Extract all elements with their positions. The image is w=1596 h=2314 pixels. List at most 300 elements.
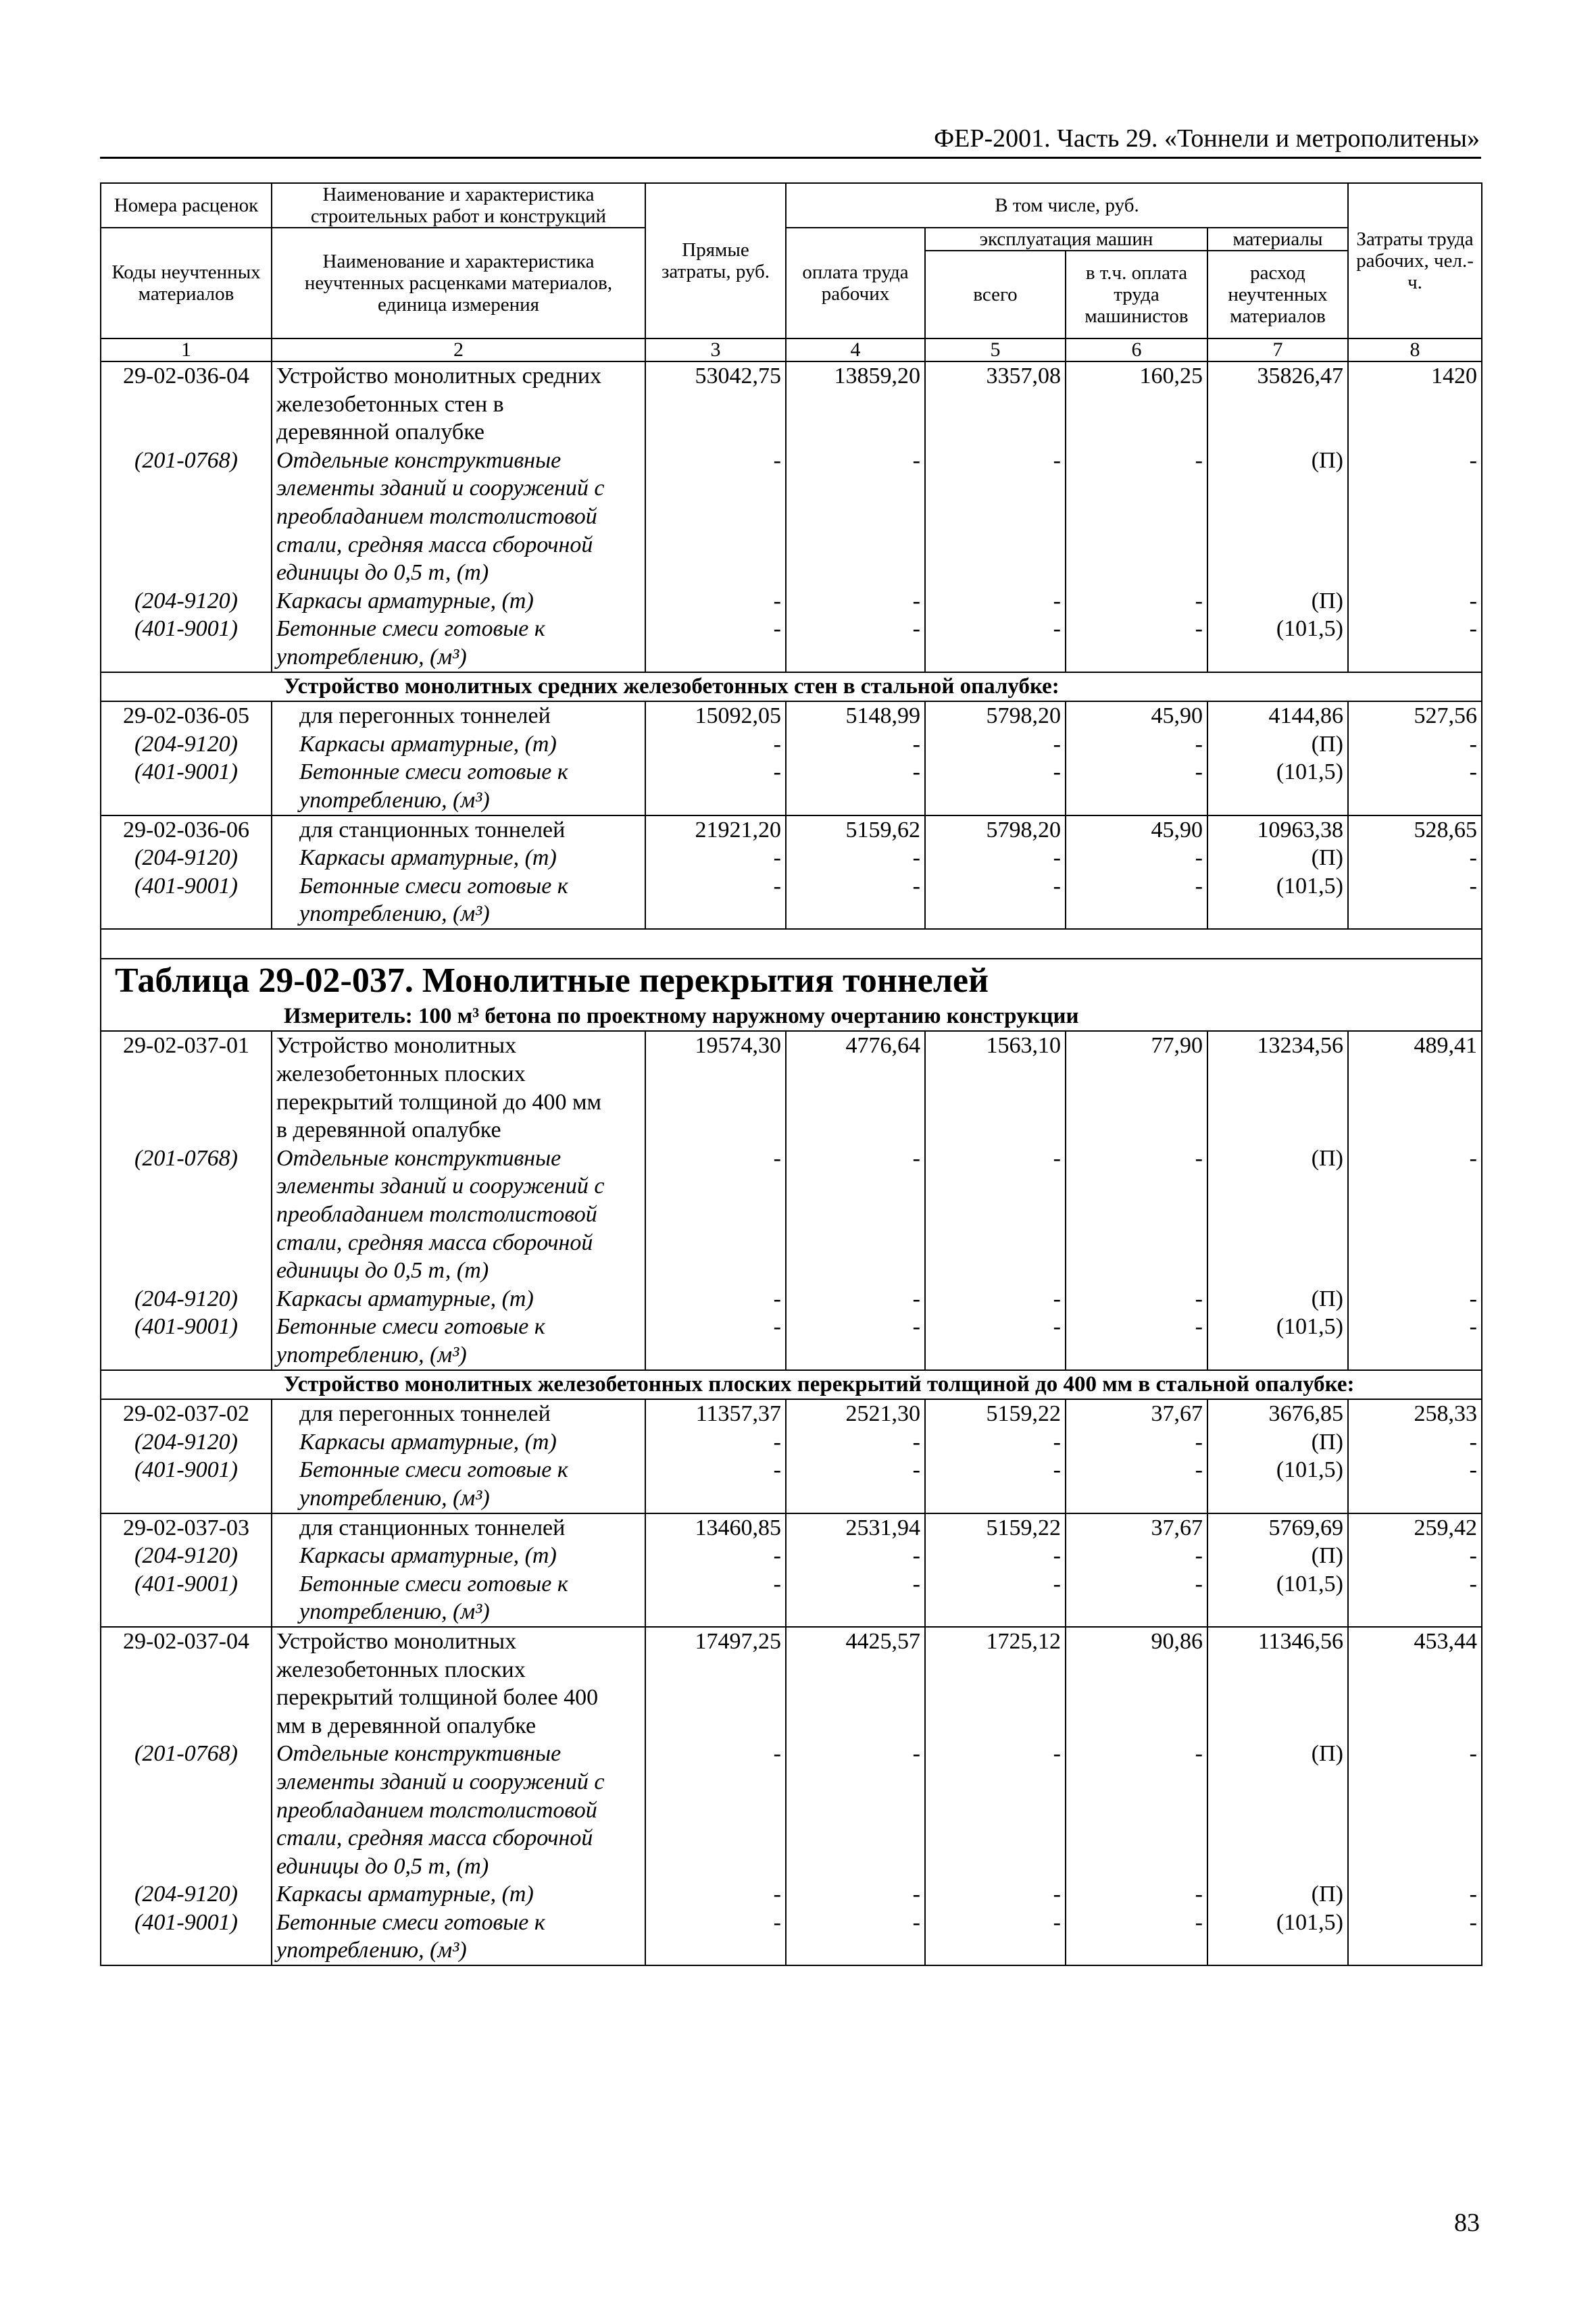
value (930, 1824, 1061, 1853)
page-number: 83 (1454, 2209, 1480, 2237)
value: - (912, 447, 920, 473)
value: 11346,56 (1257, 1628, 1343, 1654)
value: - (912, 1741, 920, 1767)
section-title: Устройство монолитных средних железобетонных стен в стальной опалубке: (101, 672, 1482, 702)
value (1070, 1656, 1203, 1684)
value: (П) (1311, 1429, 1343, 1455)
value: 5798,20 (986, 817, 1061, 842)
value: - (1195, 588, 1203, 613)
value (1212, 1853, 1343, 1881)
direct-cost-cell (645, 1031, 786, 1369)
th-consumption: расход неучтенных материалов (1207, 251, 1348, 338)
value: 1725,12 (986, 1628, 1061, 1654)
value (1070, 1201, 1203, 1229)
rate-code: (204-9120) (134, 1543, 238, 1569)
th-materials: материалы (1207, 228, 1348, 251)
rate-name-line: Устройство монолитных средних (276, 363, 602, 388)
rate-codes-cell (101, 1031, 272, 1369)
rate-code: 29-02-036-06 (123, 817, 249, 842)
rate-name-line: употреблению, (м³) (276, 644, 467, 670)
value: - (1469, 759, 1477, 785)
value: 4144,86 (1268, 703, 1343, 729)
value: 37,67 (1151, 1515, 1203, 1540)
value (1212, 418, 1343, 447)
value: - (1053, 1145, 1061, 1171)
rate-code (105, 1257, 267, 1285)
value: - (1195, 1286, 1203, 1311)
rate-code (105, 1853, 267, 1881)
value: 5798,20 (986, 703, 1061, 729)
machines-total-cell (925, 701, 1066, 815)
rate-row (101, 1031, 1482, 1369)
rate-code: (401-9001) (134, 1457, 238, 1483)
value (650, 1201, 781, 1229)
rate-code: (201-0768) (134, 447, 238, 473)
rate-name-line: перекрытий толщиной более 400 (276, 1685, 599, 1711)
rate-name-line: в деревянной опалубке (276, 1117, 501, 1143)
rate-code (105, 474, 267, 503)
rate-row (101, 361, 1482, 672)
value: 4776,64 (845, 1033, 920, 1059)
value: 160,25 (1139, 363, 1203, 388)
value (1070, 418, 1203, 447)
value (650, 474, 781, 503)
labor-cell (1348, 701, 1482, 815)
value: (101,5) (1276, 616, 1343, 642)
value (1353, 1172, 1477, 1201)
value (1212, 559, 1343, 587)
rate-row (101, 1627, 1482, 1965)
value: 13460,85 (695, 1515, 781, 1540)
rate-name-line: элементы зданий и сооружений с (276, 1769, 605, 1794)
value (930, 1088, 1061, 1117)
value: 2521,30 (845, 1401, 920, 1427)
value (791, 531, 920, 559)
rows-group-a (101, 361, 1482, 672)
value (1070, 1712, 1203, 1740)
value: 35826,47 (1257, 363, 1343, 388)
value (930, 1201, 1061, 1229)
value: 258,33 (1414, 1401, 1477, 1427)
th-operators: в т.ч. оплата труда машинистов (1066, 251, 1207, 338)
rate-code (105, 503, 267, 531)
value (1353, 503, 1477, 531)
direct-cost-cell (645, 1513, 786, 1627)
rate-code (105, 1229, 267, 1257)
rate-name-line: железобетонных плоских (276, 1061, 526, 1087)
rate-code (105, 643, 267, 672)
value: (П) (1311, 1543, 1343, 1569)
wage-cell (786, 815, 925, 929)
rate-code: (401-9001) (134, 873, 238, 899)
value (1212, 1060, 1343, 1088)
machines-total-cell (925, 1399, 1066, 1513)
value: 1420 (1431, 363, 1477, 388)
col-number: 3 (645, 338, 786, 361)
value (791, 418, 920, 447)
value (1070, 1060, 1203, 1088)
value (1353, 531, 1477, 559)
rate-name-line: элементы зданий и сооружений с (276, 1174, 605, 1199)
rate-code (105, 1201, 267, 1229)
rate-code (105, 1684, 267, 1712)
value: (П) (1311, 845, 1343, 871)
rate-name-line: стали, средняя масса сборочной (276, 1826, 593, 1851)
value (1353, 1257, 1477, 1285)
rate-names-cell (272, 1627, 645, 1965)
value: 5769,69 (1268, 1515, 1343, 1540)
value (1212, 1796, 1343, 1825)
value (930, 1229, 1061, 1257)
value: - (1469, 1909, 1477, 1935)
th-labor: Затраты труда рабочих, чел.-ч. (1348, 183, 1482, 338)
value (1353, 1201, 1477, 1229)
value: - (773, 845, 781, 871)
rate-name-line: Каркасы арматурные, (т) (276, 1286, 534, 1311)
value (1212, 1656, 1343, 1684)
value (930, 1172, 1061, 1201)
value: 453,44 (1414, 1628, 1477, 1654)
value (1070, 503, 1203, 531)
value (1070, 474, 1203, 503)
value (791, 503, 920, 531)
table-head (101, 183, 1482, 361)
machines-operators-cell (1066, 815, 1207, 929)
rate-name-line: Бетонные смеси готовые к (299, 759, 568, 785)
value: 259,42 (1414, 1515, 1477, 1540)
value: 11357,37 (695, 1401, 781, 1427)
value: - (1053, 1286, 1061, 1311)
rate-names-cell (272, 1399, 645, 1513)
value: - (1053, 1909, 1061, 1935)
value (930, 1796, 1061, 1825)
rate-code: (204-9120) (134, 1286, 238, 1311)
value: 90,86 (1151, 1628, 1203, 1654)
value (650, 503, 781, 531)
value: - (773, 1145, 781, 1171)
materials-cell (1207, 815, 1348, 929)
rate-code (105, 1060, 267, 1088)
value: - (1469, 1145, 1477, 1171)
machines-total-cell (925, 815, 1066, 929)
value (1353, 1116, 1477, 1145)
rate-code (105, 1936, 267, 1965)
rate-name-line: Отдельные конструктивные (276, 447, 562, 473)
value: 17497,25 (695, 1628, 781, 1654)
value: - (912, 845, 920, 871)
materials-cell (1207, 1627, 1348, 1965)
header-rule (100, 157, 1481, 159)
value (1070, 1824, 1203, 1853)
th-direct: Прямые затраты, руб. (645, 183, 786, 338)
measure-unit: Измеритель: 100 м³ бетона по проектному наружному очертанию конструкции (101, 1003, 1482, 1032)
value (930, 1712, 1061, 1740)
value (1212, 531, 1343, 559)
value (1353, 1060, 1477, 1088)
rate-name-line: употреблению, (м³) (299, 787, 490, 813)
direct-cost-cell (645, 815, 786, 929)
value: 489,41 (1414, 1033, 1477, 1059)
value: - (912, 1882, 920, 1907)
rate-name-line: преобладанием толстолистовой (276, 503, 597, 529)
value (1353, 1853, 1477, 1881)
value: - (1195, 616, 1203, 642)
th-machines: эксплуатация машин (925, 228, 1207, 251)
rate-code: 29-02-037-01 (123, 1033, 249, 1059)
value (791, 1656, 920, 1684)
value: 527,56 (1414, 703, 1477, 729)
value: - (912, 1145, 920, 1171)
rate-code (105, 391, 267, 419)
rate-name-line: Каркасы арматурные, (т) (276, 1882, 534, 1907)
rate-name-line: Каркасы арматурные, (т) (299, 845, 557, 871)
value (1212, 1088, 1343, 1117)
value (930, 418, 1061, 447)
value: 3676,85 (1268, 1401, 1343, 1427)
value (650, 1060, 781, 1088)
rate-codes-cell (101, 1399, 272, 1513)
rate-code: (204-9120) (134, 731, 238, 757)
value (1353, 1088, 1477, 1117)
rate-codes-cell (101, 1513, 272, 1627)
labor-cell (1348, 1627, 1482, 1965)
value (791, 1853, 920, 1881)
col-number: 2 (272, 338, 645, 361)
rate-name-line: Устройство монолитных (276, 1628, 517, 1654)
value: - (912, 731, 920, 757)
rate-code (105, 1484, 267, 1513)
rate-code (105, 1796, 267, 1825)
materials-cell (1207, 1031, 1348, 1369)
value: 5159,62 (845, 817, 920, 842)
rate-name-line: для перегонных тоннелей (299, 1401, 551, 1427)
value: - (773, 588, 781, 613)
machines-total-cell (925, 1627, 1066, 1965)
value (1070, 1088, 1203, 1117)
value (930, 1257, 1061, 1285)
materials-cell (1207, 1513, 1348, 1627)
value (1070, 1229, 1203, 1257)
value: - (773, 1882, 781, 1907)
rate-codes-cell (101, 701, 272, 815)
value (930, 1684, 1061, 1712)
rate-row (101, 1399, 1482, 1513)
value: 45,90 (1151, 703, 1203, 729)
value: (П) (1311, 1741, 1343, 1767)
value (791, 1796, 920, 1825)
rate-name-line: Устройство монолитных (276, 1033, 517, 1059)
spacer (101, 929, 1482, 959)
machines-total-cell (925, 1513, 1066, 1627)
value (930, 503, 1061, 531)
direct-cost-cell (645, 701, 786, 815)
value: (101,5) (1276, 873, 1343, 899)
value (1212, 1172, 1343, 1201)
rate-code: (201-0768) (134, 1145, 238, 1171)
value (791, 1229, 920, 1257)
rate-name-line: Бетонные смеси готовые к (299, 1457, 568, 1483)
rate-name-line: единицы до 0,5 т, (т) (276, 560, 489, 586)
value (1353, 1684, 1477, 1712)
rates-table (100, 182, 1482, 1966)
value: - (1053, 1457, 1061, 1483)
value: - (1053, 616, 1061, 642)
value: - (1469, 1882, 1477, 1907)
value: - (773, 1314, 781, 1340)
value: - (1195, 1457, 1203, 1483)
rate-name-line: Бетонные смеси готовые к (276, 616, 545, 642)
rate-name-line: деревянной опалубке (276, 420, 484, 445)
value: - (912, 1543, 920, 1569)
rate-name-line: железобетонных плоских (276, 1657, 526, 1682)
rate-names-cell (272, 361, 645, 672)
value: - (912, 616, 920, 642)
value: - (1469, 731, 1477, 757)
value: - (1469, 1429, 1477, 1455)
value (1212, 1201, 1343, 1229)
value (930, 559, 1061, 587)
value: - (912, 1457, 920, 1483)
rate-code (105, 559, 267, 587)
th-name2: Наименование и характеристика неучтенных расценками материалов, единица измерения (272, 228, 645, 338)
value: 53042,75 (695, 363, 781, 388)
col-number: 5 (925, 338, 1066, 361)
value: (101,5) (1276, 1314, 1343, 1340)
value (1212, 1824, 1343, 1853)
value (791, 1172, 920, 1201)
machines-total-cell (925, 1031, 1066, 1369)
value (1353, 1712, 1477, 1740)
value: 45,90 (1151, 817, 1203, 842)
direct-cost-cell (645, 1399, 786, 1513)
section-title: Устройство монолитных железобетонных плоских перекрытий толщиной до 400 мм в стальной опалубке: (101, 1370, 1482, 1400)
rate-code: (401-9001) (134, 1314, 238, 1340)
value: 5159,22 (986, 1515, 1061, 1540)
rate-name-line: Отдельные конструктивные (276, 1145, 562, 1171)
rate-code (105, 1116, 267, 1145)
wage-cell (786, 1031, 925, 1369)
value: - (1195, 759, 1203, 785)
rate-code: (401-9001) (134, 759, 238, 785)
rate-name-line: стали, средняя масса сборочной (276, 532, 593, 557)
rate-name-line: преобладанием толстолистовой (276, 1797, 597, 1823)
value: - (1469, 588, 1477, 613)
rows-group-d (101, 1399, 1482, 1965)
value: - (773, 1571, 781, 1596)
value (791, 1684, 920, 1712)
wage-cell (786, 1627, 925, 1965)
value: - (912, 1286, 920, 1311)
wage-cell (786, 1399, 925, 1513)
value (1212, 391, 1343, 419)
value (791, 1088, 920, 1117)
value (650, 391, 781, 419)
value: - (1469, 447, 1477, 473)
rate-row (101, 701, 1482, 815)
value (930, 1768, 1061, 1796)
value (1070, 1172, 1203, 1201)
value (1212, 1116, 1343, 1145)
value: - (1469, 1741, 1477, 1767)
value (791, 474, 920, 503)
value: - (773, 759, 781, 785)
rate-codes-cell (101, 815, 272, 929)
rate-names-cell (272, 1031, 645, 1369)
labor-cell (1348, 1513, 1482, 1627)
materials-cell (1207, 1399, 1348, 1513)
rate-code: 29-02-037-03 (123, 1515, 249, 1540)
value (1353, 1796, 1477, 1825)
labor-cell (1348, 1399, 1482, 1513)
rate-name-line: употреблению, (м³) (276, 1342, 467, 1367)
value: 19574,30 (695, 1033, 781, 1059)
value (650, 1116, 781, 1145)
value: 5159,22 (986, 1401, 1061, 1427)
value (650, 418, 781, 447)
value: - (912, 1429, 920, 1455)
value: 3357,08 (986, 363, 1061, 388)
value: - (912, 1571, 920, 1596)
value: - (773, 447, 781, 473)
value (650, 1172, 781, 1201)
value: 77,90 (1151, 1033, 1203, 1059)
value (1070, 1796, 1203, 1825)
col-number: 8 (1348, 338, 1482, 361)
value (791, 1768, 920, 1796)
value (650, 559, 781, 587)
value (1212, 1257, 1343, 1285)
rate-name-line: железобетонных стен в (276, 391, 504, 417)
value: - (1053, 845, 1061, 871)
rate-name-line: перекрытий толщиной до 400 мм (276, 1089, 602, 1115)
value: - (1195, 1741, 1203, 1767)
materials-cell (1207, 361, 1348, 672)
value: - (773, 1286, 781, 1311)
value (791, 1201, 920, 1229)
page-header: ФЕР-2001. Часть 29. «Тоннели и метрополитены» (934, 124, 1480, 153)
value (930, 1656, 1061, 1684)
value: - (1469, 845, 1477, 871)
rate-code: (204-9120) (134, 1882, 238, 1907)
value (1070, 1768, 1203, 1796)
value (650, 1712, 781, 1740)
section-heading-2 (101, 1370, 1482, 1400)
rate-code: 29-02-036-05 (123, 703, 249, 729)
value (930, 1116, 1061, 1145)
value (650, 1768, 781, 1796)
rate-code (105, 1088, 267, 1117)
value: 4425,57 (845, 1628, 920, 1654)
value (1353, 474, 1477, 503)
value (650, 1824, 781, 1853)
rate-code (105, 418, 267, 447)
value: (П) (1311, 1882, 1343, 1907)
value: - (1469, 616, 1477, 642)
value (650, 1853, 781, 1881)
rate-names-cell (272, 815, 645, 929)
value: - (773, 731, 781, 757)
value: - (1469, 1543, 1477, 1569)
rate-code (105, 1712, 267, 1740)
value (1070, 559, 1203, 587)
value: - (912, 1314, 920, 1340)
value (1070, 531, 1203, 559)
value (791, 1060, 920, 1088)
value (650, 1656, 781, 1684)
rate-name-line: для перегонных тоннелей (299, 703, 551, 729)
value: - (912, 759, 920, 785)
machines-operators-cell (1066, 1031, 1207, 1369)
